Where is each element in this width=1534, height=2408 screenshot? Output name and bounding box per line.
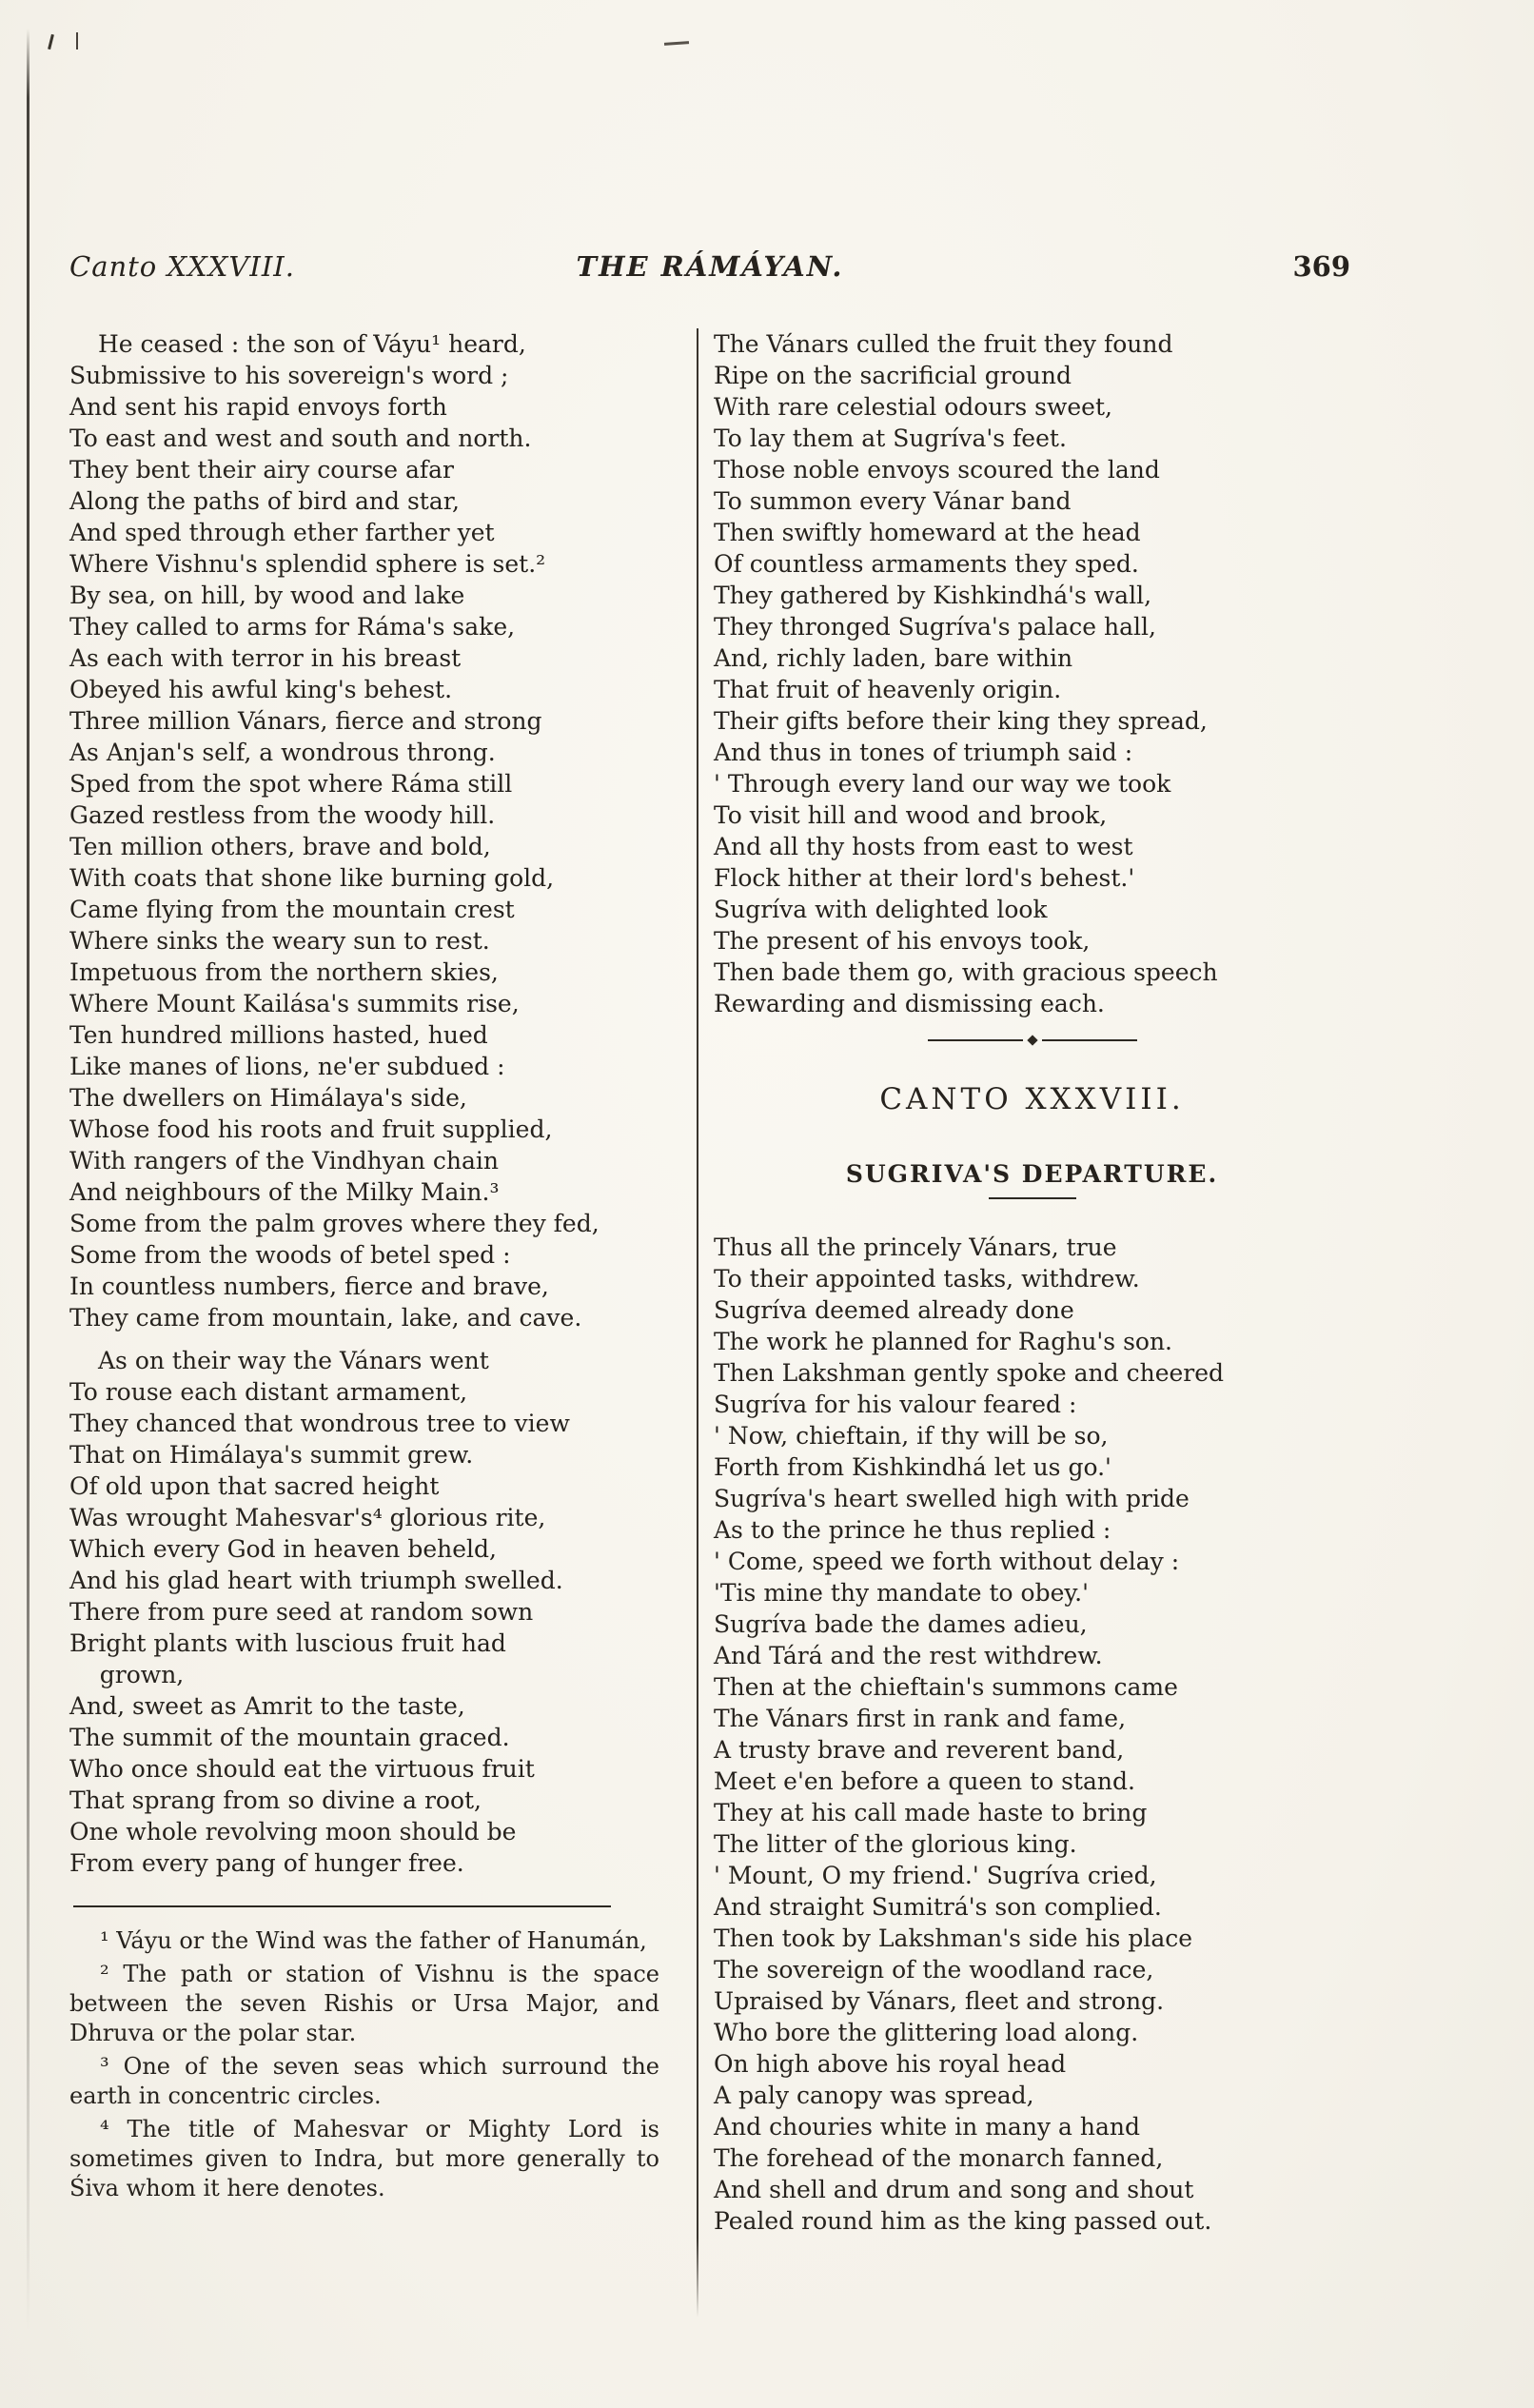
- stanza: [714, 328, 1350, 1019]
- verse-line: 'Tis mine thy mandate to obey.': [714, 1579, 1090, 1607]
- footnote: ³ One of the seven seas which surround the earth in concentric circles.: [69, 2053, 659, 2109]
- verse-line: The work he planned for Raghu's son.: [714, 1328, 1172, 1355]
- verse-line: A paly canopy was spread,: [714, 2082, 1034, 2109]
- verse-line: And sped through ether farther yet: [69, 519, 495, 546]
- verse-line: Of countless armaments they sped.: [714, 550, 1139, 578]
- verse-line: To east and west and south and north.: [69, 424, 532, 452]
- stanza: [69, 328, 687, 1333]
- verse-line: On high above his royal head: [714, 2050, 1067, 2078]
- verse-line: Where Mount Kailása's summits rise,: [69, 990, 520, 1017]
- verse-line: Meet e'en before a queen to stand.: [714, 1767, 1135, 1795]
- verse-line: With rare celestial odours sweet,: [714, 393, 1112, 421]
- verse-line: And chouries white in many a hand: [714, 2113, 1140, 2141]
- verse-line: By sea, on hill, by wood and lake: [69, 582, 465, 609]
- section-heading: SUGRIVA'S DEPARTURE.: [845, 1160, 1219, 1188]
- verse-line: Then bade them go, with gracious speech: [714, 958, 1218, 986]
- verse-line: To their appointed tasks, withdrew.: [714, 1265, 1140, 1293]
- footnote-divider-rule: [73, 1905, 611, 1907]
- verse-line: And, sweet as Amrit to the taste,: [69, 1692, 465, 1720]
- verse-line: From every pang of hunger free.: [69, 1849, 464, 1877]
- verse-line: Then Lakshman gently spoke and cheered: [714, 1359, 1225, 1387]
- verse-line: And Tárá and the rest withdrew.: [714, 1642, 1103, 1669]
- right-column: [714, 328, 1350, 2318]
- verse-line: Then took by Lakshman's side his place: [714, 1924, 1193, 1952]
- ornament-rule-right: [1042, 1039, 1137, 1041]
- verse-line: Sugríva's heart swelled high with pride: [714, 1485, 1190, 1512]
- two-column-layout: [69, 328, 1350, 2318]
- stanza: [69, 1345, 687, 1879]
- verse-line: Gazed restless from the woody hill.: [69, 801, 496, 829]
- verse-line: They bent their airy course afar: [69, 456, 454, 484]
- verse-line: Their gifts before their king they spread,: [714, 707, 1208, 735]
- verse-line: And, richly laden, bare within: [714, 644, 1073, 672]
- verse-line: And his glad heart with triumph swelled.: [69, 1567, 563, 1594]
- verse-line: They called to arms for Ráma's sake,: [69, 613, 516, 641]
- verse-line: They at his call made haste to bring: [714, 1799, 1148, 1826]
- verse-line: Sugríva bade the dames adieu,: [714, 1610, 1088, 1638]
- footnote: ² The path or station of Vishnu is the space between the seven Rishis or Ursa Major, and Dhruva or the polar star.: [69, 1961, 659, 2046]
- verse-line: They gathered by Kishkindhá's wall,: [714, 582, 1152, 609]
- header-canto-ref: Canto XXXVIII.: [69, 250, 295, 283]
- verse-line: Upraised by Vánars, fleet and strong.: [714, 1987, 1165, 2015]
- verse-line: A trusty brave and reverent band,: [714, 1736, 1125, 1764]
- verse-line: Some from the woods of betel sped :: [69, 1241, 511, 1269]
- verse-line: One whole revolving moon should be: [69, 1818, 517, 1845]
- footnote: ¹ Váyu or the Wind was the father of Hanumán,: [100, 1927, 647, 1954]
- verse-line: Came flying from the mountain crest: [69, 896, 515, 923]
- verse-line: To lay them at Sugríva's feet.: [714, 424, 1067, 452]
- verse-line: grown,: [69, 1661, 185, 1688]
- verse-line: He ceased : the son of Váyu¹ heard,: [98, 330, 526, 358]
- stanza: [714, 1232, 1350, 2237]
- section-break-ornament: [928, 1036, 1137, 1044]
- ornament-rule-left: [928, 1039, 1023, 1041]
- verse-line: The litter of the glorious king.: [714, 1830, 1077, 1858]
- verse-line: With coats that shone like burning gold,: [69, 864, 555, 892]
- verse-line: To rouse each distant armament,: [69, 1378, 468, 1406]
- verse-line: The sovereign of the woodland race,: [714, 1956, 1154, 1984]
- verse-line: As to the prince he thus replied :: [714, 1516, 1111, 1544]
- verse-line: ' Through every land our way we took: [714, 770, 1171, 798]
- verse-line: Where Vishnu's splendid sphere is set.²: [69, 550, 546, 578]
- verse-line: Who bore the glittering load along.: [714, 2019, 1139, 2046]
- verse-line: To visit hill and wood and brook,: [714, 801, 1108, 829]
- verse-line: Bright plants with luscious fruit had: [69, 1629, 506, 1657]
- canto-heading: CANTO XXXVIII.: [879, 1082, 1185, 1116]
- verse-line: Forth from Kishkindhá let us go.': [714, 1453, 1111, 1481]
- verse-line: Then at the chieftain's summons came: [714, 1673, 1178, 1701]
- verse-line: Submissive to his sovereign's word ;: [69, 362, 509, 389]
- verse-line: Those noble envoys scoured the land: [714, 456, 1160, 484]
- verse-line: As on their way the Vánars went: [98, 1347, 489, 1374]
- header-book-title: THE RÁMÁYAN.: [576, 250, 844, 283]
- verse-line: Ten hundred millions hasted, hued: [69, 1021, 488, 1049]
- verse-line: The Vánars culled the fruit they found: [714, 330, 1173, 358]
- column-divider-rule: [697, 328, 698, 2318]
- verse-line: That fruit of heavenly origin.: [714, 676, 1062, 703]
- ornament-diamond: [1027, 1035, 1037, 1045]
- verse-line: Some from the palm groves where they fed,: [69, 1210, 600, 1237]
- verse-line: Was wrought Mahesvar's⁴ glorious rite,: [69, 1504, 546, 1531]
- verse-line: As each with terror in his breast: [69, 644, 462, 672]
- verse-line: Ten million others, brave and bold,: [69, 833, 491, 860]
- left-column: [69, 328, 687, 2318]
- verse-line: In countless numbers, fierce and brave,: [69, 1273, 549, 1300]
- verse-line: Where sinks the weary sun to rest.: [69, 927, 490, 955]
- verse-line: Obeyed his awful king's behest.: [69, 676, 453, 703]
- verse-line: Then swiftly homeward at the head: [714, 519, 1141, 546]
- verse-line: And neighbours of the Milky Main.³: [69, 1178, 500, 1206]
- verse-line: The forehead of the monarch fanned,: [714, 2144, 1164, 2172]
- verse-line: The Vánars first in rank and fame,: [714, 1705, 1127, 1732]
- verse-line: The summit of the mountain graced.: [69, 1724, 510, 1751]
- verse-line: Along the paths of bird and star,: [69, 487, 460, 515]
- verse-line: Like manes of lions, ne'er subdued :: [69, 1053, 505, 1080]
- footnote: ⁴ The title of Mahesvar or Mighty Lord is sometimes given to Indra, but more generally to Śiva whom it here denotes.: [69, 2116, 659, 2201]
- verse-line: Which every God in heaven beheld,: [69, 1535, 497, 1563]
- verse-line: And shell and drum and song and shout: [714, 2176, 1194, 2203]
- verse-line: As Anjan's self, a wondrous throng.: [69, 739, 496, 766]
- verse-line: To summon every Vánar band: [714, 487, 1072, 515]
- verse-line: Sugríva deemed already done: [714, 1296, 1074, 1324]
- scan-artifact-tick: [76, 32, 78, 49]
- verse-line: The present of his envoys took,: [714, 927, 1091, 955]
- verse-line: And straight Sumitrá's son complied.: [714, 1893, 1162, 1921]
- verse-line: That on Himálaya's summit grew.: [69, 1441, 474, 1469]
- verse-line: There from pure seed at random sown: [69, 1598, 534, 1626]
- verse-line: Thus all the princely Vánars, true: [714, 1234, 1117, 1261]
- scan-artifact-dash: [664, 41, 689, 46]
- header-page-number: 369: [1292, 250, 1351, 283]
- verse-line: And thus in tones of triumph said :: [714, 739, 1133, 766]
- section-heading-rule: [989, 1197, 1076, 1199]
- verse-line: ' Now, chieftain, if thy will be so,: [714, 1422, 1109, 1450]
- verse-line: They came from mountain, lake, and cave.: [69, 1304, 582, 1332]
- verse-line: Rewarding and dismissing each.: [714, 990, 1105, 1017]
- verse-line: They thronged Sugríva's palace hall,: [714, 613, 1156, 641]
- verse-line: Three million Vánars, fierce and strong: [69, 707, 542, 735]
- verse-line: Sugríva with delighted look: [714, 896, 1048, 923]
- verse-line: Pealed round him as the king passed out.: [714, 2207, 1212, 2235]
- verse-line: Flock hither at their lord's behest.': [714, 864, 1135, 892]
- text-block: [69, 250, 1350, 2318]
- page-header: [69, 250, 1350, 283]
- verse-line: Sugríva for his valour feared :: [714, 1391, 1077, 1418]
- scan-edge-line: [27, 29, 30, 2332]
- verse-line: ' Come, speed we forth without delay :: [714, 1548, 1180, 1575]
- verse-line: Of old upon that sacred height: [69, 1472, 440, 1500]
- verse-line: Sped from the spot where Ráma still: [69, 770, 513, 798]
- verse-line: ' Mount, O my friend.' Sugríva cried,: [714, 1862, 1157, 1889]
- verse-line: And all thy hosts from east to west: [714, 833, 1133, 860]
- verse-line: Who once should eat the virtuous fruit: [69, 1755, 535, 1783]
- scan-artifact-tick: [48, 34, 54, 49]
- verse-line: Whose food his roots and fruit supplied,: [69, 1115, 553, 1143]
- verse-line: Impetuous from the northern skies,: [69, 958, 499, 986]
- verse-line: And sent his rapid envoys forth: [69, 393, 447, 421]
- verse-line: With rangers of the Vindhyan chain: [69, 1147, 499, 1174]
- verse-line: The dwellers on Himálaya's side,: [69, 1084, 467, 1112]
- verse-line: They chanced that wondrous tree to view: [69, 1410, 570, 1437]
- verse-line: Ripe on the sacrificial ground: [714, 362, 1072, 389]
- verse-line: That sprang from so divine a root,: [69, 1786, 482, 1814]
- footnotes: [69, 1926, 659, 2203]
